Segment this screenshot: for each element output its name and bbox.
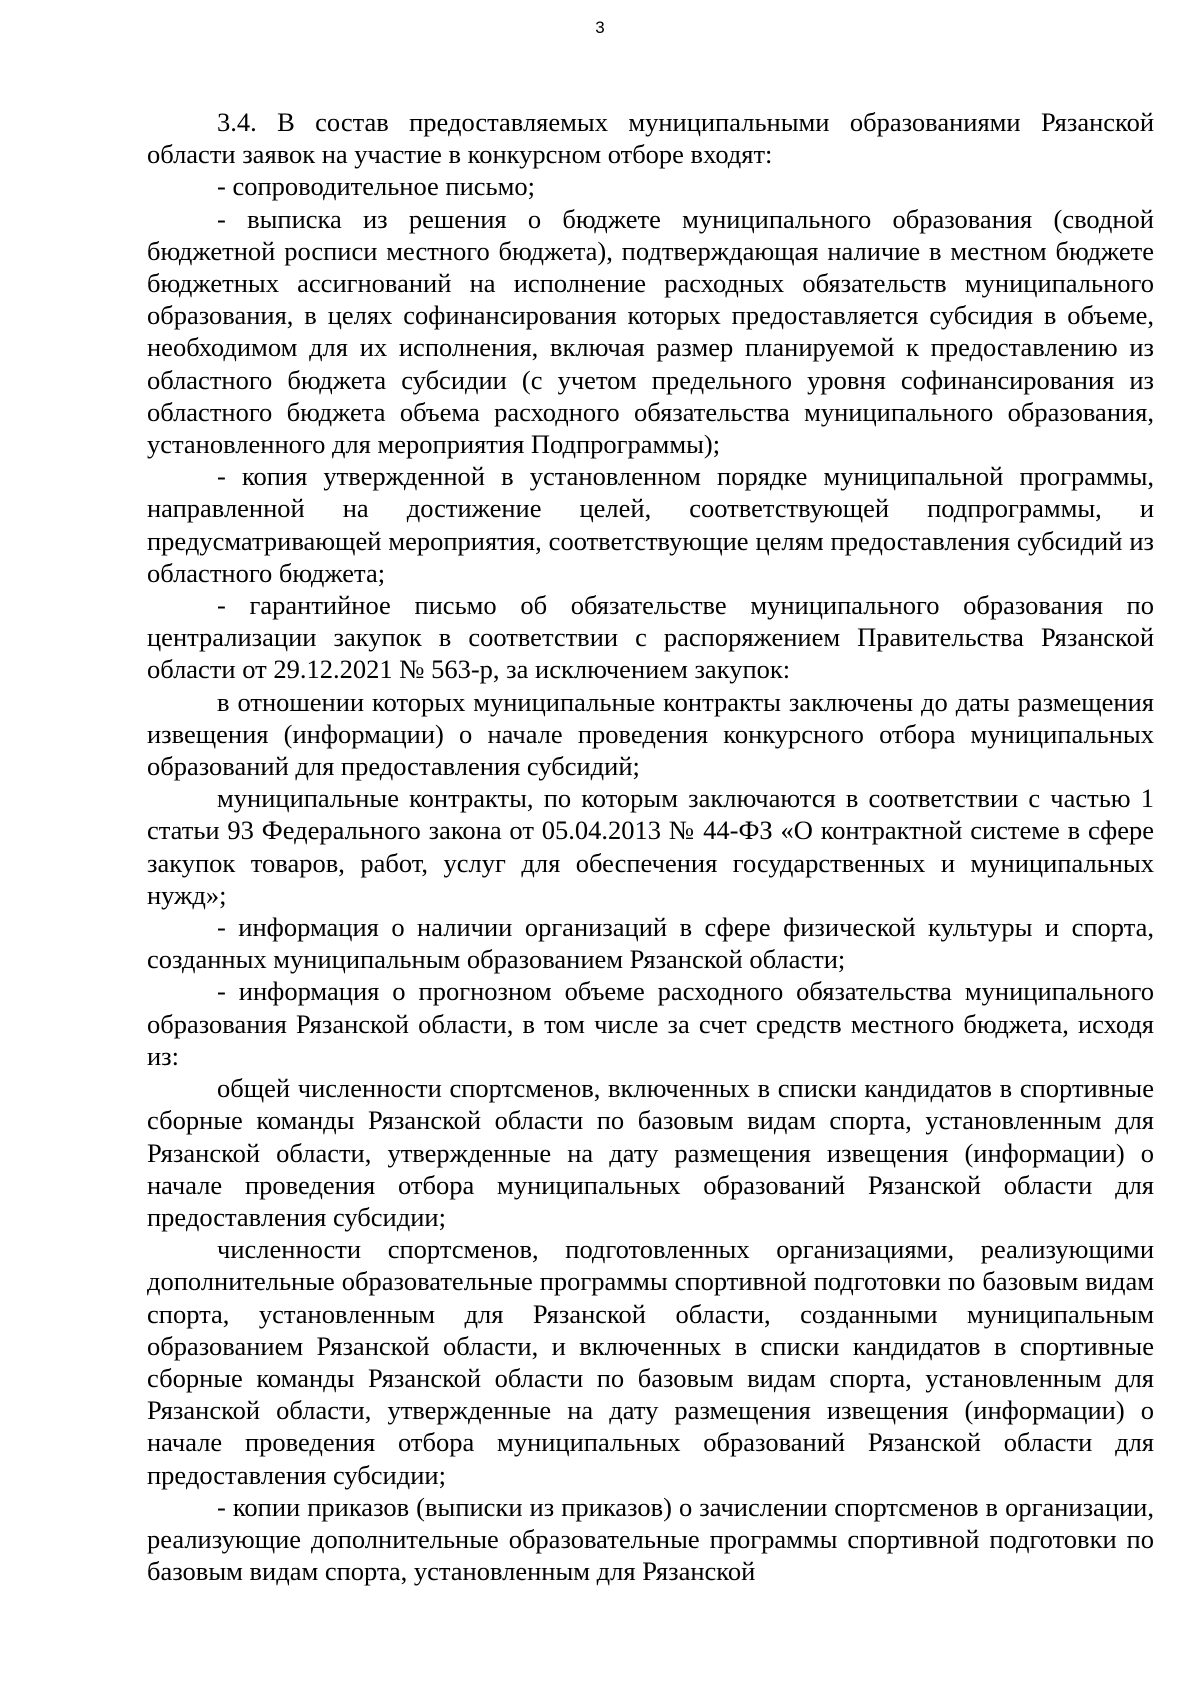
list-item-forecast-info: - информация о прогнозном объеме расходного обязательства муниципального образования Рязанской области, в том числе за счет средств местного бюджета, исходя из: (147, 976, 1154, 1071)
list-item-program-copy: - копия утвержденной в установленном порядке муниципальной программы, направленной на достижение целей, соответствующей подпрограммы, и предусматривающей мероприятия, соответствующие целям предоставления субсидий из областного бюджета; (147, 461, 1154, 588)
sub-item-total-athletes: общей численности спортсменов, включенных в списки кандидатов в спортивные сборные команды Рязанской области по базовым видам спорта, установленным для Рязанской области, утвержденные на дату размещения извещения (информации) о начале проведения отбора муниципальных образований Рязанской области для предоставления субсидии; (147, 1073, 1154, 1232)
sub-item-contracts-before-date: в отношении которых муниципальные контракты заключены до даты размещения извещения (информации) о начале проведения конкурсного отбора муниципальных образований для предоставления субсидий; (147, 686, 1154, 782)
sub-item-contracts-article-93: муниципальные контракты, по которым заключаются в соответствии с частью 1 статьи 93 Федерального закона от 05.04.2013 № 44-ФЗ «О контрактной системе в сфере закупок товаров, работ, услуг для обеспечения государственных и муниципальных нужд»; (147, 783, 1154, 910)
list-item-cover-letter: - сопроводительное письмо; (217, 171, 536, 202)
document-body (147, 106, 1154, 1587)
page-number: 3 (595, 18, 605, 37)
paragraph-3-4-intro: 3.4. В состав предоставляемых муниципальными образованиями Рязанской области заявок на участие в конкурсном отборе входят: (147, 107, 1154, 170)
list-item-guarantee-letter: - гарантийное письмо об обязательстве муниципального образования по централизации закупок в соответствии с распоряжением Правительства Рязанской области от 29.12.2021 № 563-р, за исключением закупок: (147, 590, 1154, 685)
list-item-order-copies: - копии приказов (выписки из приказов) о зачислении спортсменов в организации, реализующие дополнительные образовательные программы спортивной подготовки по базовым видам спорта, установленным для Рязанской (147, 1491, 1154, 1587)
sub-item-prepared-athletes: численности спортсменов, подготовленных организациями, реализующими дополнительные образовательные программы спортивной подготовки по базовым видам спорта, установленным для Рязанской области, созданными муниципальным образованием Рязанской области, и включенных в списки кандидатов в спортивные сборные команды Рязанской области по базовым видам спорта, установленным для Рязанской области, утвержденные на дату размещения извещения (информации) о начале проведения отбора муниципальных образований Рязанской области для предоставления субсидии; (147, 1234, 1154, 1490)
list-item-organizations-info: - информация о наличии организаций в сфере физической культуры и спорта, созданных муниципальным образованием Рязанской области; (147, 912, 1154, 975)
list-item-budget-extract: - выписка из решения о бюджете муниципального образования (сводной бюджетной росписи местного бюджета), подтверждающая наличие в местном бюджете бюджетных ассигнований на исполнение расходных обязательств муниципального образования, в целях софинансирования которых предоставляется субсидия в объеме, необходимом для их исполнения, включая размер планируемой к предоставлению из областного бюджета субсидии (с учетом предельного уровня софинансирования из областного бюджета объема расходного обязательства муниципального образования, установленного для мероприятия Подпрограммы); (147, 203, 1154, 460)
